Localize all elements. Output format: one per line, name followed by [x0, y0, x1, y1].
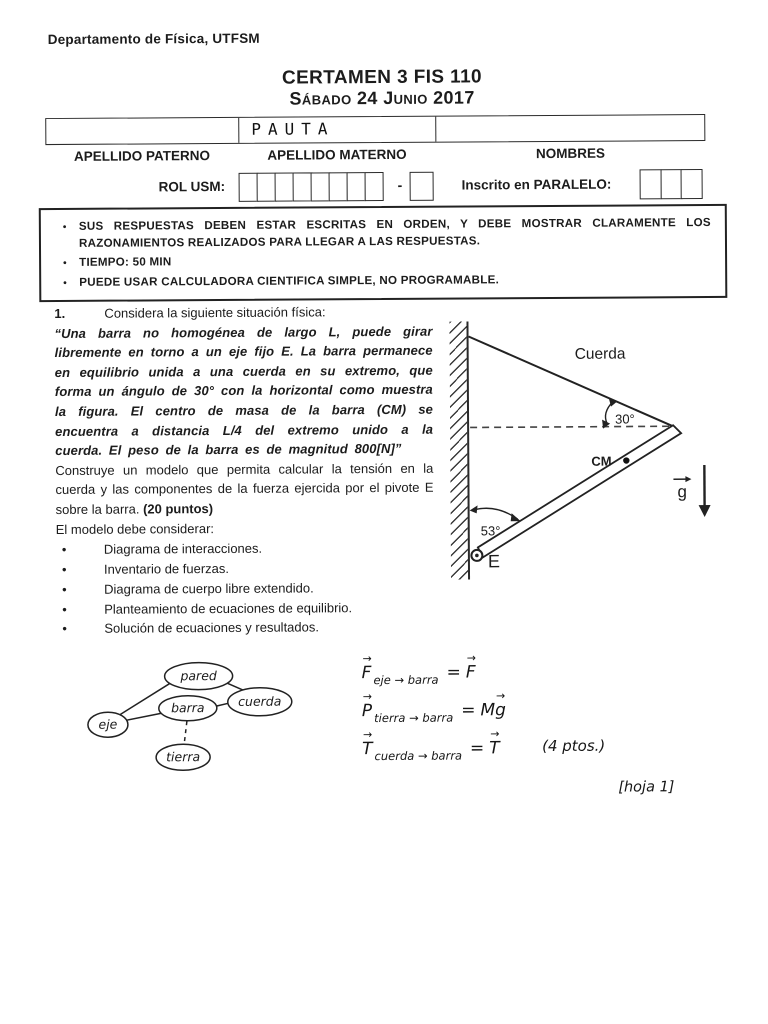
equals-sign: =: [461, 700, 476, 721]
apellido-materno-cell: [239, 117, 436, 143]
instruction-item: • PUEDE USAR CALCULADORA CIENTIFICA SIMPLE, NO PROGRAMABLE.: [51, 270, 711, 292]
equation-subscript: eje → barra: [373, 672, 439, 688]
equation-subscript: tierra → barra: [374, 710, 454, 726]
vector-arrow-icon: →: [362, 690, 373, 704]
model-requirements-list: [56, 538, 435, 639]
problem-intro: Considera la siguiente situación física:: [104, 304, 326, 321]
rol-verifier-box: [410, 172, 434, 201]
nombres-cell: [436, 115, 704, 142]
vector-symbol: → P: [361, 690, 373, 722]
node-label-pared: pared: [180, 668, 217, 684]
cuerda-label: Cuerda: [574, 345, 626, 363]
angle-53-label: 53°: [480, 523, 501, 539]
paralelo-label: Inscrito en PARALELO:: [461, 176, 612, 193]
rol-digit-boxes: [241, 172, 384, 202]
list-item: • Inventario de fuerzas.: [56, 558, 434, 580]
name-table-labels: [45, 145, 705, 164]
bullet-icon: •: [63, 257, 67, 269]
instructions-box: [39, 204, 728, 302]
bullet-icon: •: [62, 621, 67, 637]
label-apellido-materno: APELLIDO MATERNO: [267, 146, 407, 163]
equation-subscript: cuerda → barra: [374, 748, 463, 764]
rol-digit-box: [364, 172, 384, 201]
handwritten-pauta: PAUTA: [251, 119, 335, 139]
vector-arrow-icon: →: [466, 651, 476, 665]
page-note-hoja: [hoja 1]: [618, 779, 675, 796]
vector-arrow-icon: →: [362, 652, 372, 666]
equation-row: [361, 651, 632, 688]
paralelo-box: [660, 169, 682, 199]
bullet-icon: •: [63, 277, 68, 289]
node-label-eje: eje: [98, 716, 118, 732]
apellido-paterno-cell: [46, 118, 239, 144]
rol-dash: -: [397, 176, 403, 193]
bullet-icon: •: [61, 542, 67, 558]
label-nombres: NOMBRES: [535, 145, 605, 162]
name-table: [45, 114, 705, 145]
bullet-icon: •: [62, 581, 67, 597]
gravity-label: g: [677, 482, 688, 502]
paralelo-boxes: [642, 169, 703, 199]
points-label: (20 puntos): [142, 500, 214, 517]
problem-statement-quote: “Una barra no homogénea de largo L, puede girar libremente en torno a un eje fijo E. La barra permanece en equilibrio unida a una cuerda en su extremo, que forma un ángulo de 30° con la horizontal como muestra la figura. El centro de masa de la barra (CM) se encuentra a distancia L/4 del extremo unido a la cuerda. El peso de la barra es de magnitud 800[N]”: [54, 323, 434, 459]
problem-heading: [54, 302, 432, 324]
equals-sign: =: [446, 662, 461, 683]
pivot-dot: [475, 554, 479, 558]
node-label-barra: barra: [170, 700, 205, 716]
rol-row: [0, 168, 767, 207]
rol-digit-box: [239, 173, 259, 202]
pivot-label: E: [487, 551, 501, 572]
list-item: • Diagrama de cuerpo libre extendido.: [56, 577, 434, 599]
vector-arrow-icon: →: [362, 728, 373, 742]
instruction-item: • TIEMPO: 50 MIN: [51, 250, 711, 272]
paralelo-box: [640, 169, 662, 199]
arrowhead-icon: [470, 505, 478, 513]
department-header: Departamento de Física, UTFSM: [47, 30, 260, 48]
points-note: (4 ptos.): [542, 736, 606, 756]
vector-symbol: → F: [465, 651, 476, 683]
arrowhead-icon: [511, 513, 521, 521]
vector-symbol: → g: [495, 689, 506, 721]
cuerda-line: [469, 335, 676, 428]
exam-title: CERTAMEN 3 FIS 110: [281, 66, 483, 89]
list-item: • Diagrama de interacciones.: [56, 538, 434, 560]
interaction-diagram: [77, 655, 308, 781]
vector-arrow-icon: →: [490, 727, 500, 741]
cm-dot: [623, 457, 629, 463]
angle-30-label: 30°: [615, 411, 635, 427]
rol-digit-box: [293, 172, 313, 201]
node-label-tierra: tierra: [166, 749, 201, 765]
vector-symbol: → T: [489, 727, 500, 759]
rol-digit-box: [257, 173, 277, 202]
edge-eje-barra: [125, 713, 161, 720]
equals-sign: =: [469, 738, 485, 759]
cm-label: CM: [591, 453, 612, 469]
vector-symbol: → T: [362, 728, 373, 760]
node-label-cuerda: cuerda: [238, 693, 282, 709]
bar-shape: [477, 425, 682, 557]
bullet-icon: •: [62, 601, 67, 617]
arrowhead-icon: [699, 505, 711, 517]
problem-task: Construye un modelo que permita calcular la tensión en la cuerda y las componentes de la fuerza ejercida por el pivote E sobre la barra. (20 puntos): [55, 460, 434, 517]
instruction-item: • SUS RESPUESTAS DEBEN ESTAR ESCRITAS EN ORDEN, Y DEBE MOSTRAR CLARAMENTE LOS RAZONAMIENTOS REALIZADOS PARA LLEGAR A LAS RESPUESTAS.: [51, 214, 711, 252]
rol-digit-box: [346, 172, 366, 201]
problem-1: [54, 302, 434, 639]
exam-date: Sábado 24 Junio 2017: [289, 87, 475, 109]
vector-symbol: → F: [361, 652, 372, 684]
edge-barra-tierra-dashed: [184, 721, 187, 745]
figure-diagram: [444, 313, 746, 605]
horizontal-dashed-line: [470, 426, 669, 427]
list-item: • Solución de ecuaciones y resultados.: [56, 617, 434, 639]
model-intro-label: El modelo debe considerar:: [55, 520, 215, 537]
equation-row: → P tierra → barra = M → g: [361, 689, 506, 726]
problem-number: 1.: [54, 305, 66, 322]
list-item: • Planteamiento de ecuaciones de equilibrio.: [56, 597, 434, 619]
bullet-icon: •: [61, 561, 67, 577]
rol-digit-box: [311, 172, 331, 201]
rol-usm-label: ROL USM:: [158, 178, 226, 195]
bullet-icon: •: [62, 221, 67, 233]
rol-digit-box: [328, 172, 348, 201]
paralelo-box: [681, 169, 703, 199]
angle-53-arc: [472, 508, 518, 519]
rol-digit-box: [275, 173, 295, 202]
label-apellido-paterno: APELLIDO PATERNO: [73, 148, 210, 164]
vector-arrow-icon: →: [495, 689, 506, 703]
